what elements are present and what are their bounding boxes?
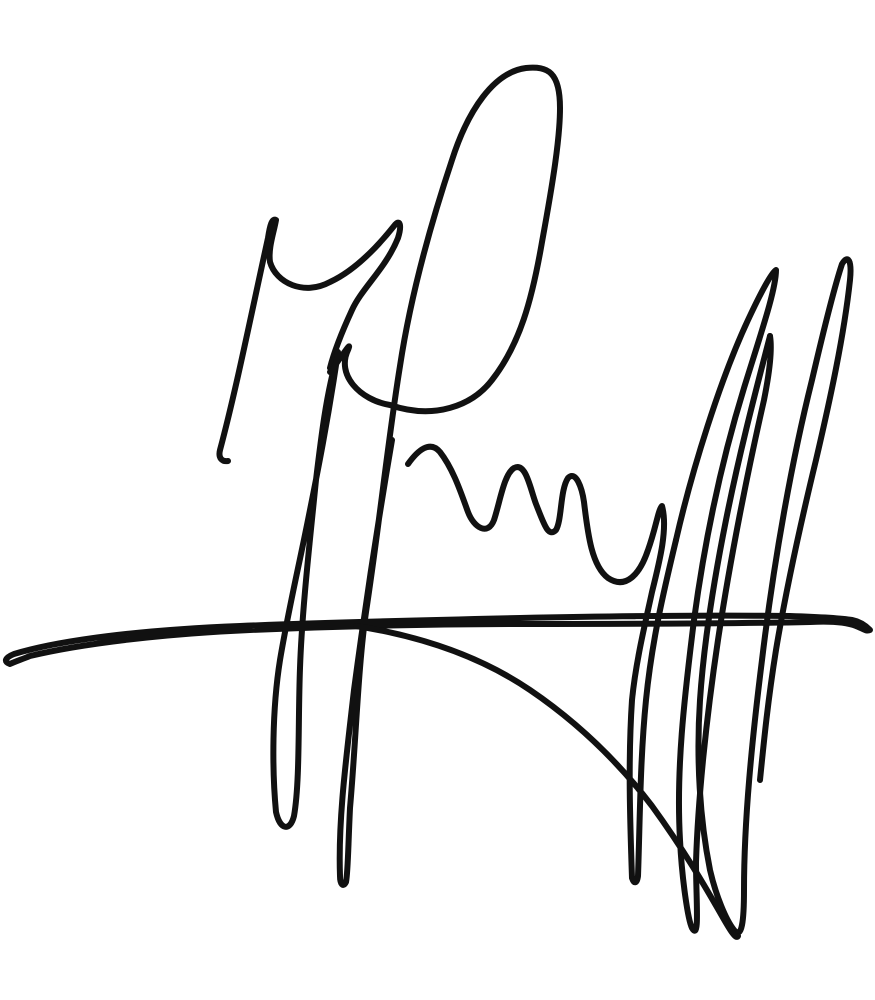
signature-stroke-loop-b <box>698 259 850 932</box>
signature-stroke-lead <box>219 220 400 461</box>
signature-stroke-middle <box>408 447 676 883</box>
signature-stroke-flourish <box>6 616 870 664</box>
signature-stroke-column <box>273 352 338 827</box>
